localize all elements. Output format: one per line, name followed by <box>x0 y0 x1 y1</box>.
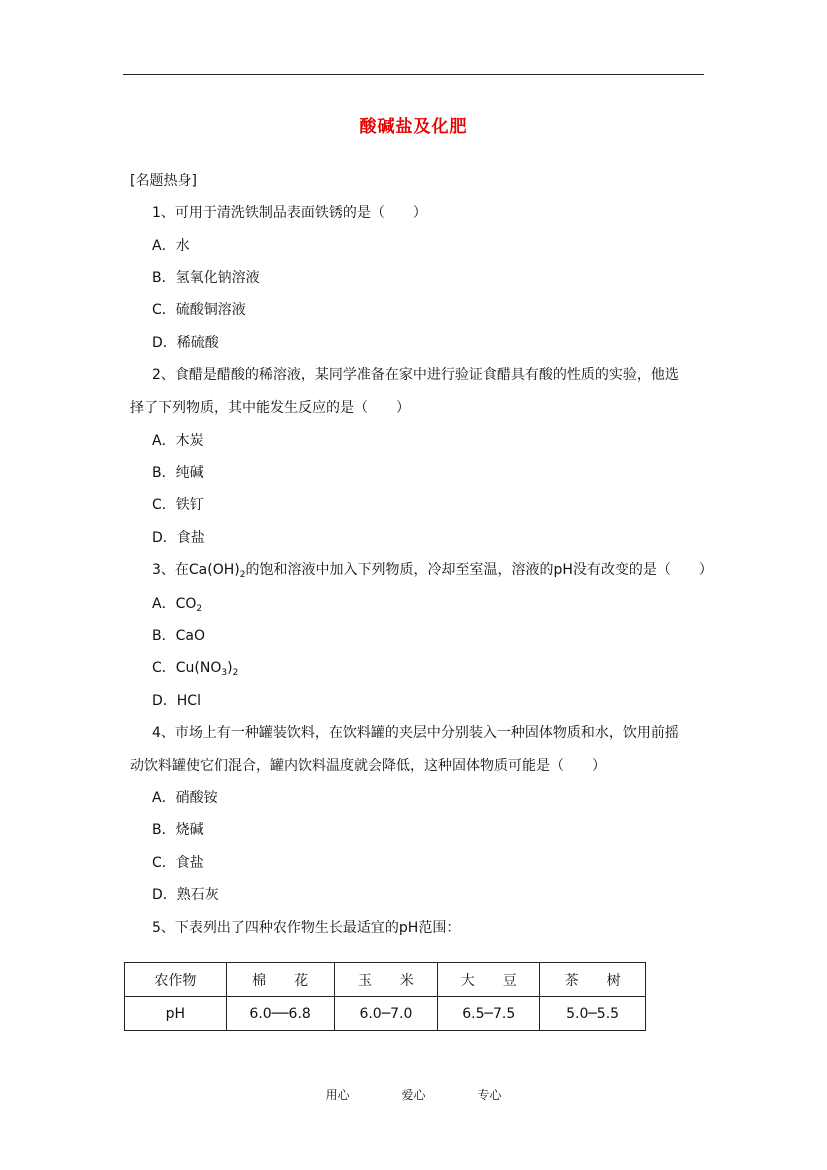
q3-option-c-mid: ) <box>227 660 233 676</box>
table-cell: 6.5─7.5 <box>438 997 540 1031</box>
page-footer <box>0 1086 827 1103</box>
question-5-stem: 5、下表列出了四种农作物生长最适宜的pH范围： <box>152 920 461 936</box>
q3-stem-part-a: 3、在Ca(OH) <box>152 562 240 578</box>
table-header-cell: 农作物 <box>125 963 227 997</box>
q4-option-c: C．食盐 <box>152 855 204 871</box>
footer-item: 爱心 <box>401 1088 426 1102</box>
q3-option-c-text: C．Cu(NO <box>152 660 222 676</box>
question-3-stem <box>152 561 713 579</box>
q2-option-d: D．食盐 <box>152 530 205 546</box>
q2-option-b: B．纯碱 <box>152 465 204 481</box>
question-2-stem-line1: 2、食醋是醋酸的稀溶液，某同学准备在家中进行验证食醋具有酸的性质的实验，他选 <box>152 367 679 383</box>
table-cell: pH <box>125 997 227 1031</box>
q3-stem-subscript: 2 <box>239 570 246 580</box>
q4-option-a: A．硝酸铵 <box>152 790 218 806</box>
question-4-stem-line2: 动饮料罐使它们混合，罐内饮料温度就会降低，这种固体物质可能是（ ） <box>130 758 606 774</box>
q3-option-c-subscript-2: 2 <box>232 668 239 678</box>
table-cell: 5.0─5.5 <box>540 997 646 1031</box>
table-header-row <box>125 963 646 997</box>
q3-option-c-subscript-1: 3 <box>221 668 228 678</box>
table-cell: 6.0──6.8 <box>226 997 334 1031</box>
q1-option-b: B．氢氧化钠溶液 <box>152 270 260 286</box>
table-row <box>125 997 646 1031</box>
q3-option-c <box>152 659 238 677</box>
q3-stem-part-b: 的饱和溶液中加入下列物质，冷却至室温，溶液的pH没有改变的是（ ） <box>245 562 713 578</box>
q4-option-d: D．熟石灰 <box>152 887 219 903</box>
table-header-cell: 大 豆 <box>438 963 540 997</box>
q2-option-a: A．木炭 <box>152 433 204 449</box>
question-2-stem-line2: 择了下列物质，其中能发生反应的是（ ） <box>130 400 410 416</box>
crop-ph-table <box>124 962 646 1031</box>
question-1-stem: 1、可用于清洗铁制品表面铁锈的是（ ） <box>152 205 427 221</box>
q1-option-a: A．水 <box>152 238 190 254</box>
q3-option-b: B．CaO <box>152 628 205 644</box>
footer-item: 用心 <box>325 1088 350 1102</box>
q3-option-d: D．HCl <box>152 693 201 709</box>
table-cell: 6.0─7.0 <box>334 997 438 1031</box>
q3-option-a-text: A．CO <box>152 596 197 612</box>
document-title: 酸碱盐及化肥 <box>359 117 468 137</box>
section-heading: [名题热身] <box>130 173 197 189</box>
table-header-cell: 茶 树 <box>540 963 646 997</box>
q2-option-c: C．铁钉 <box>152 497 204 513</box>
q4-option-b: B．烧碱 <box>152 822 204 838</box>
footer-item: 专心 <box>477 1088 502 1102</box>
question-4-stem-line1: 4、市场上有一种罐装饮料，在饮料罐的夹层中分别装入一种固体物质和水，饮用前摇 <box>152 725 679 741</box>
q3-option-a-subscript: 2 <box>196 604 203 614</box>
q3-option-a <box>152 595 202 613</box>
table-header-cell: 棉 花 <box>226 963 334 997</box>
header-rule <box>123 74 704 75</box>
q1-option-c: C．硫酸铜溶液 <box>152 302 246 318</box>
table-header-cell: 玉 米 <box>334 963 438 997</box>
q1-option-d: D．稀硫酸 <box>152 335 219 351</box>
